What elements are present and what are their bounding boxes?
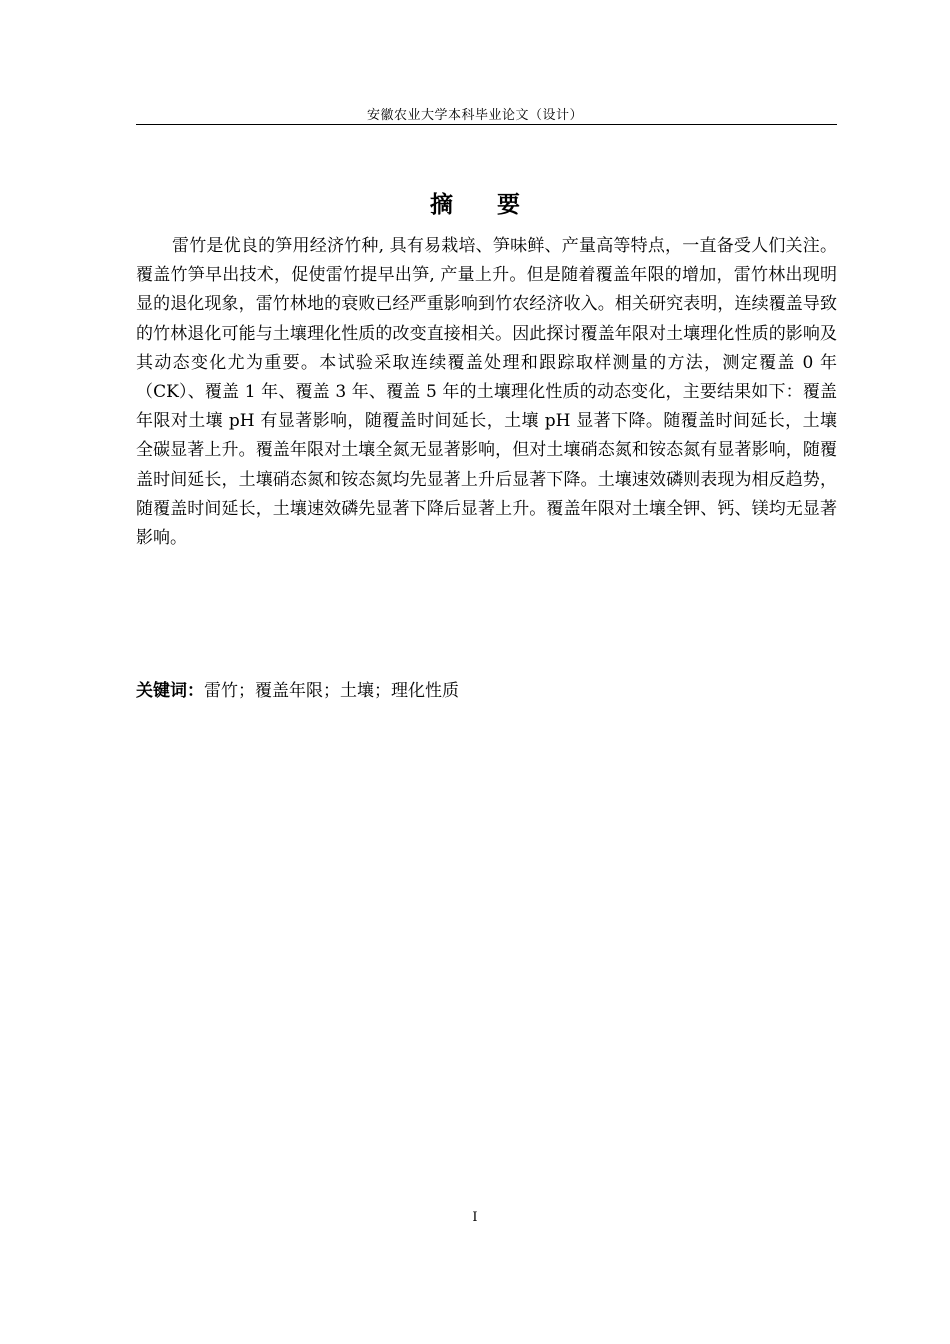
keywords-label: 关键词：: [136, 681, 204, 701]
header-divider: [136, 124, 837, 125]
keywords-line: [136, 676, 837, 701]
running-header: 安徽农业大学本科毕业论文（设计）: [366, 108, 583, 123]
abstract-body: 雷竹是优良的笋用经济竹种, 具有易栽培、笋味鲜、产量高等特点，一直备受人们关注。覆盖竹笋早出技术，促使雷竹提早出笋, 产量上升。但是随着覆盖年限的增加，雷竹林出现明显的退化现象，雷竹林地的衰败已经严重影响到竹农经济收入。相关研究表明，连续覆盖导致的竹林退化可能与土壤理化性质的改变直接相关。因此探讨覆盖年限对土壤理化性质的影响及其动态变化尤为重要。本试验采取连续覆盖处理和跟踪取样测量的方法，测定覆盖 0 年（CK）、覆盖 1 年、覆盖 3 年、覆盖 5 年的土壤理化性质的动态变化，主要结果如下：覆盖年限对土壤 pH 有显著影响，随覆盖时间延长，土壤 pH 显著下降。随覆盖时间延长，土壤全碳显著上升。覆盖年限对土壤全氮无显著影响，但对土壤硝态氮和铵态氮有显著影响，随覆盖时间延长，土壤硝态氮和铵态氮均先显著上升后显著下降。土壤速效磷则表现为相反趋势，随覆盖时间延长，土壤速效磷先显著下降后显著上升。覆盖年限对土壤全钾、钙、镁均无显著影响。: [136, 236, 837, 549]
abstract-title: 摘 要: [429, 192, 538, 218]
page-number: I: [472, 1210, 478, 1225]
keywords-value: 雷竹；覆盖年限；土壤；理化性质: [204, 681, 459, 701]
